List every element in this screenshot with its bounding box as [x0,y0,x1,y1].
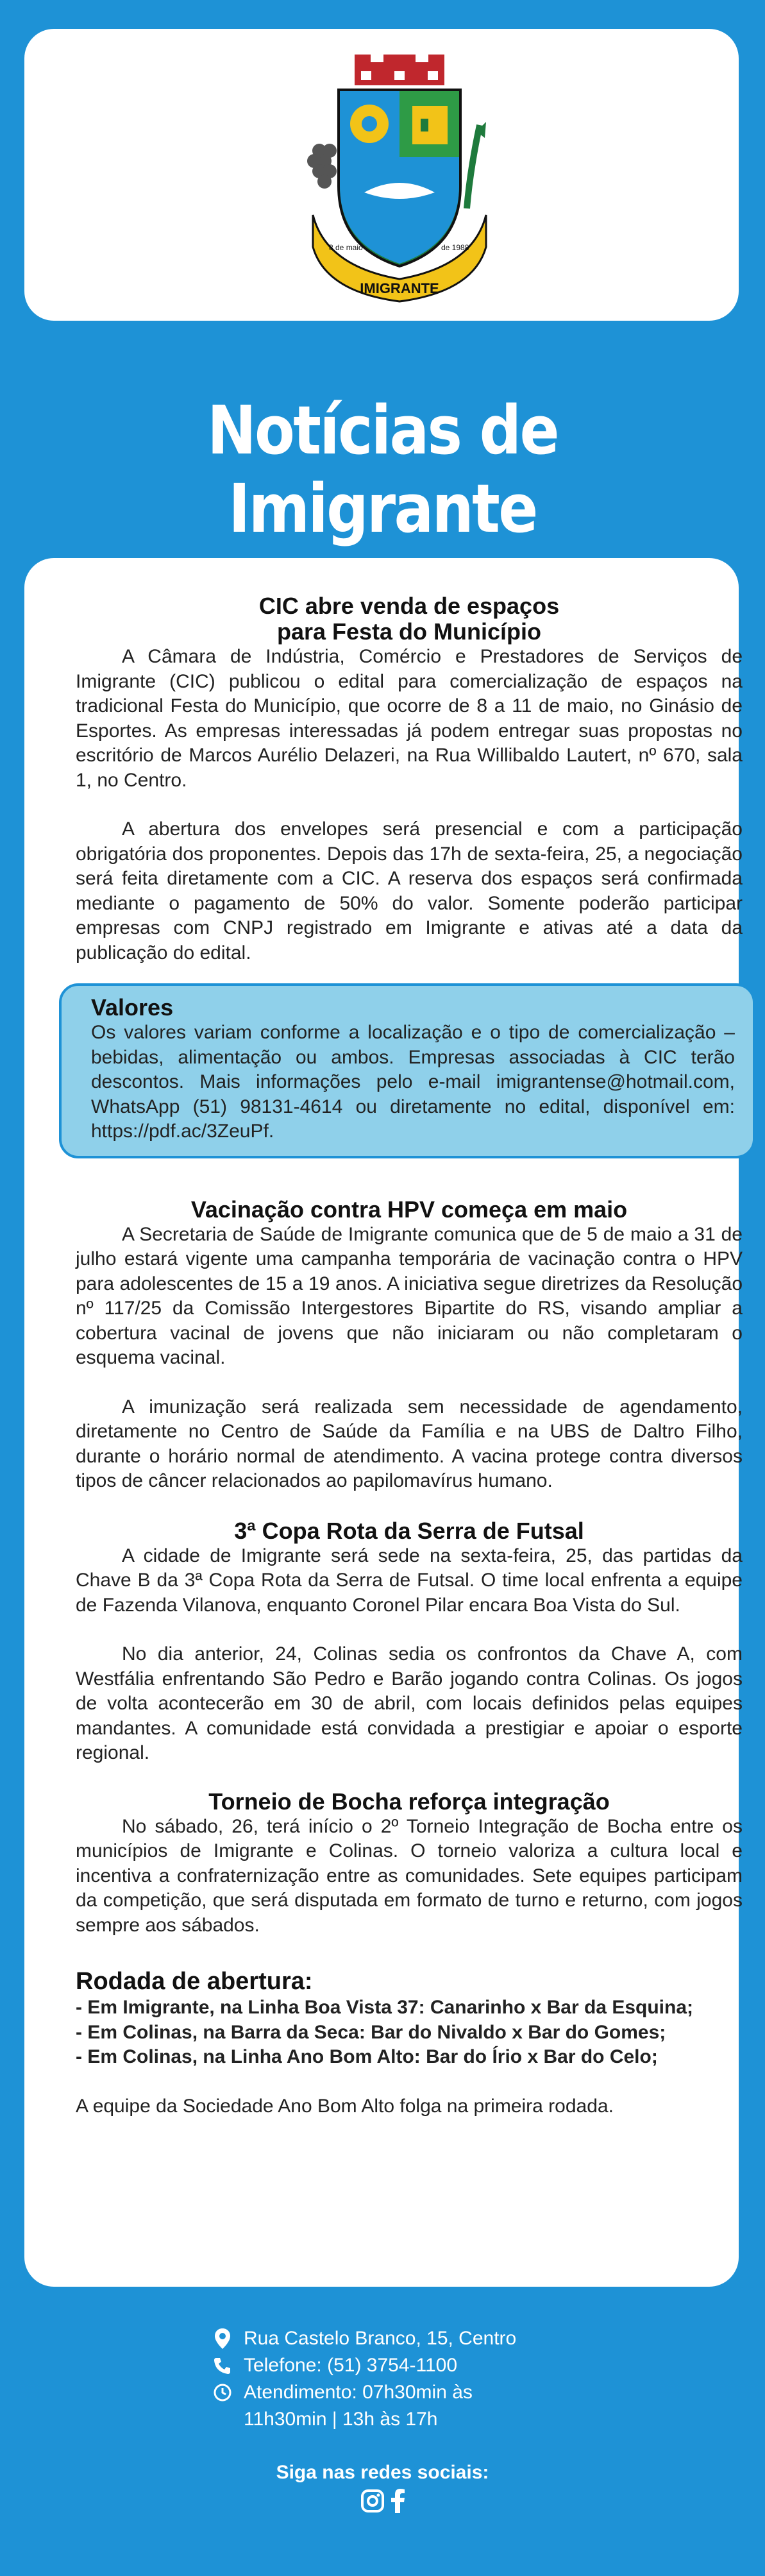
footer-phone: Telefone: (51) 3754-1100 [244,2355,458,2376]
article1-title: CIC abre venda de espaços para Festa do Município [258,593,560,645]
news-body [76,593,743,2119]
municipal-crest [294,55,505,305]
logo-card [24,29,739,321]
article3-paragraph: No dia anterior, 24, Colinas sedia os confrontos da Chave A, com Westfália enfrentando São Pedro e Barão jogando contra Colinas. Os jogos de volta acontecerão em 30 de abril, com locais definidos pelas equipes mandantes. A comunidade está convidada a prestigiar e apoiar o esporte regional. [76,1643,743,1763]
crest-banner-text: IMIGRANTE [360,280,439,296]
phone-icon [212,2352,233,2379]
article4-title: Torneio de Bocha reforça integração [208,1788,610,1815]
rodada-item: - Em Colinas, na Linha Ano Bom Alto: Bar do Írio x Bar do Celo; [76,2046,658,2067]
article3-paragraph: A cidade de Imigrante será sede na sexta-feira, 25, das partidas da Chave B da 3ª Copa Rota da Serra de Futsal. O time local enfrenta a equipe de Fazenda Vilanova, enquanto Coronel Pilar encara Boa Vista do Sul. [76,1545,743,1616]
valores-text: Os valores variam conforme a localização e o tipo de comercialização – bebidas, alimentação ou ambos. Empresas associadas à CIC terão descontos. Mais informações pelo e-mail imigrantense@hotmail.com, WhatsApp (51) 98131-4614 ou diretamente no edital, disponível em: https://pdf.ac/3ZeuPf. [91,1022,735,1142]
article2-title: Vacinação contra HPV começa em maio [190,1196,628,1223]
rodada-item: - Em Colinas, na Barra da Seca: Bar do Nivaldo x Bar do Gomes; [76,2021,666,2043]
article1-paragraph: A Câmara de Indústria, Comércio e Prestadores de Serviços de Imigrante (CIC) publicou o edital para comercialização de espaços na tradicional Festa do Município, que ocorre de 8 a 11 de maio, no Ginásio de Esportes. As empresas interessadas já podem entregar suas propostas no escritório de Marcos Aurélio Delazeri, na Rua Willibaldo Lautert, nº 670, sala 1, no Centro. [76,646,743,791]
footer-address: Rua Castelo Branco, 15, Centro [244,2328,517,2349]
footer-hours: Atendimento: 07h30min às 11h30min | 13h às 17h [244,2382,473,2430]
location-pin-icon [212,2325,233,2352]
clock-icon [212,2379,233,2406]
article2-paragraph: A imunização será realizada sem necessidade de agendamento, diretamente no Centro de Saúde da Família e na UBS de Daltro Filho, durante o horário normal de atendimento. A vacina protege contra diversos tipos de câncer relacionados ao papilomavírus humano. [76,1396,743,1491]
valores-title: Valores [91,994,174,1021]
instagram-icon[interactable] [360,2489,385,2516]
footer-phone-row [212,2352,571,2379]
news-card [24,558,743,2287]
article2-paragraph: A Secretaria de Saúde de Imigrante comunica que de 5 de maio a 31 de julho estará vigente uma campanha temporária de vacinação contra o HPV para adolescentes de 15 a 19 anos. A iniciativa segue diretrizes da Resolução nº 117/25 da Comissão Intergestores Bipartite do RS, visando ampliar a cobertura vacinal de jovens que não iniciaram ou não completaram o esquema vacinal. [76,1223,743,1368]
social-links [360,2489,405,2516]
article3-title: 3ª Copa Rota da Serra de Futsal [234,1517,584,1544]
crest-date-right: de 1988 [441,243,469,252]
rodada-title: Rodada de abertura: [76,1968,313,1995]
valores-box [59,983,755,1158]
facebook-icon[interactable] [390,2489,405,2516]
footer-address-row [212,2325,571,2352]
article4-closing: A equipe da Sociedade Ano Bom Alto folga na primeira rodada. [76,2095,614,2117]
crest-date-left: 8 de maio [329,243,363,252]
page-title: Notícias de Imigrante [207,391,558,548]
footer-hours-row [212,2379,571,2433]
article1-paragraph: A abertura dos envelopes será presencial e com a participação obrigatória dos proponentes. Depois das 17h de sexta-feira, 25, a negociação será feita diretamente com a CIC. A reserva dos espaços será confirmada mediante o pagamento de 50% do valor. Somente poderão participar empresas com CNPJ registrado em Imigrante e ativas até a data da publicação do edital. [76,818,743,963]
article4-paragraph: No sábado, 26, terá início o 2º Torneio Integração de Bocha entre os municípios de Imigrante e Colinas. O torneio valoriza a cultura local e incentiva a confraternização entre as comunidades. Sete equipes participam da competição, que será disputada em formato de turno e returno, com jogos sempre aos sábados. [76,1815,743,1936]
social-title: Siga nas redes sociais: [276,2462,489,2483]
footer-contact [212,2325,571,2433]
rodada-item: - Em Imigrante, na Linha Boa Vista 37: Canarinho x Bar da Esquina; [76,1997,694,2018]
